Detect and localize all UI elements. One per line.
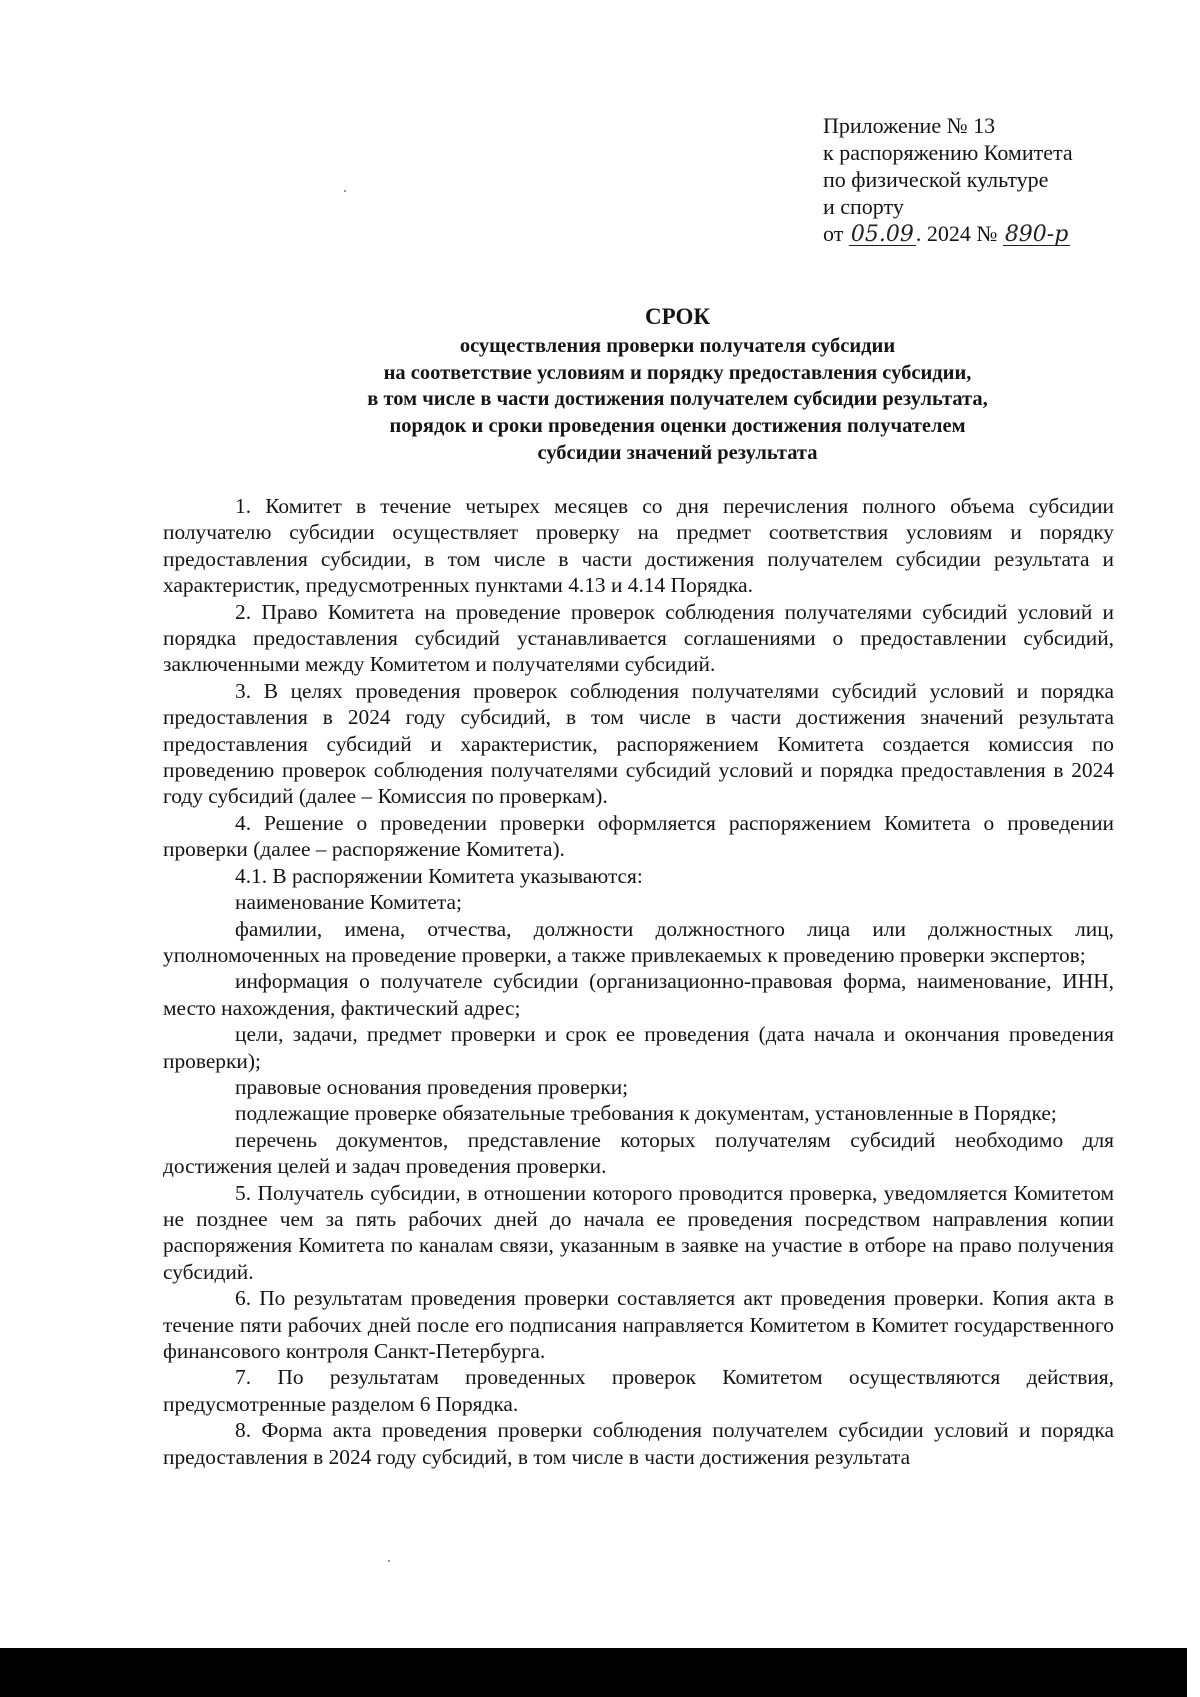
list-item-officials: фамилии, имена, отчества, должности должностного лица или должностных лиц, уполномоченных на проведение проверки, а также привлекаемых к проведению проверки экспертов; (163, 916, 1114, 967)
scan-speck (388, 1560, 390, 1562)
list-item-recipient-info: информация о получателе субсидии (организационно-правовая форма, наименование, ИНН, место нахождения, фактический адрес; (163, 969, 1114, 1020)
paragraph-4-1: 4.1. В распоряжении Комитета указываются: (235, 863, 643, 888)
appendix-committee-line: по физической культуре (823, 167, 1049, 192)
document-body (163, 493, 1114, 1470)
paragraph-8: 8. Форма акта проведения проверки соблюдения получателем субсидии условий и порядка предоставления в 2024 году субсидий, в том числе в части достижения результата (163, 1418, 1114, 1469)
paragraph-5: 5. Получатель субсидии, в отношении которого проводится проверка, уведомляется Комитетом не позднее чем за пять рабочих дней до начала ее проведения посредством направления копии распоряжения Комитета по каналам связи, указанным в заявке на участие в отборе на право получения субсидий. (163, 1180, 1114, 1284)
paragraph-2: 2. Право Комитета на проведение проверок соблюдения получателями субсидий условий и порядка предоставления субсидий устанавливается соглашениями о предоставлении субсидий, заключенными между Комитетом и получателями субсидий. (163, 599, 1114, 677)
scan-speck (344, 190, 346, 192)
list-item-documents: перечень документов, представление которых получателям субсидий необходимо для достижения целей и задач проведения проверки. (163, 1127, 1114, 1179)
list-item-legal-basis: правовые основания проведения проверки; (235, 1074, 629, 1099)
title-line-1: осуществления проверки получателя субсидии (459, 335, 896, 357)
list-item-committee-name: наименование Комитета; (235, 890, 462, 915)
paragraph-1: 1. Комитет в течение четырех месяцев со дня перечисления полного объема субсидии получателю субсидии осуществляет проверку на предмет соответствия условиям и порядку предоставления субсидии, в том числе в части достижения получателем субсидии результата и характеристик, предусмотренных пунктами 4.13 и 4.14 Порядка. (163, 494, 1114, 598)
title-line-4: порядок и сроки проведения оценки достижения получателем (389, 415, 966, 438)
year-number-label: . 2024 № (915, 221, 998, 246)
paragraph-4: 4. Решение о проведении проверки оформляется распоряжением Комитета о проведении проверки (далее – распоряжение Комитета). (163, 810, 1114, 862)
title-line-5: субсидии значений результата (537, 441, 818, 464)
title-line-2: на соответствие условиям и порядку предоставления субсидии, (383, 361, 972, 384)
paragraph-7: 7. По результатам проведенных проверок Комитетом осуществляются действия, предусмотренные разделом 6 Порядка. (163, 1365, 1114, 1416)
appendix-sport-line: и спорту (823, 194, 904, 219)
appendix-order-line: к распоряжению Комитета (823, 140, 1073, 165)
title-main: СРОК (644, 304, 711, 329)
date-prefix: от (823, 221, 844, 246)
appendix-header (823, 112, 1163, 247)
title-line-3: в том числе в части достижения получателем субсидии результата, (367, 388, 988, 411)
paragraph-3: 3. В целях проведения проверок соблюдения получателями субсидий условий и порядка предоставления в 2024 году субсидий, в том числе в части достижения значений результата предоставления субсидий и характеристик, распоряжением Комитета создается комиссия по проведению проверок соблюдения получателями субсидий условий и порядка предоставления в 2024 году субсидий (далее – Комиссия по проверкам). (163, 678, 1114, 809)
document-title (150, 301, 1200, 467)
list-item-goals: цели, задачи, предмет проверки и срок ее проведения (дата начала и окончания проведения проверки); (163, 1022, 1114, 1073)
appendix-number: Приложение № 13 (823, 113, 996, 138)
list-item-requirements: подлежащие проверке обязательные требования к документам, установленные в Порядке; (235, 1101, 1057, 1126)
handwritten-date: 05.09 (850, 222, 914, 247)
scan-bottom-border (0, 1648, 1200, 1697)
appendix-date-line (823, 220, 1163, 247)
scan-corner (1187, 1648, 1200, 1697)
paragraph-6: 6. По результатам проведения проверки составляется акт проведения проверки. Копия акта в течение пяти рабочих дней после его подписания направляется Комитетом в Комитет государственного финансового контроля Санкт-Петербурга. (163, 1286, 1114, 1363)
handwritten-order-number: 890-р (1004, 222, 1069, 247)
